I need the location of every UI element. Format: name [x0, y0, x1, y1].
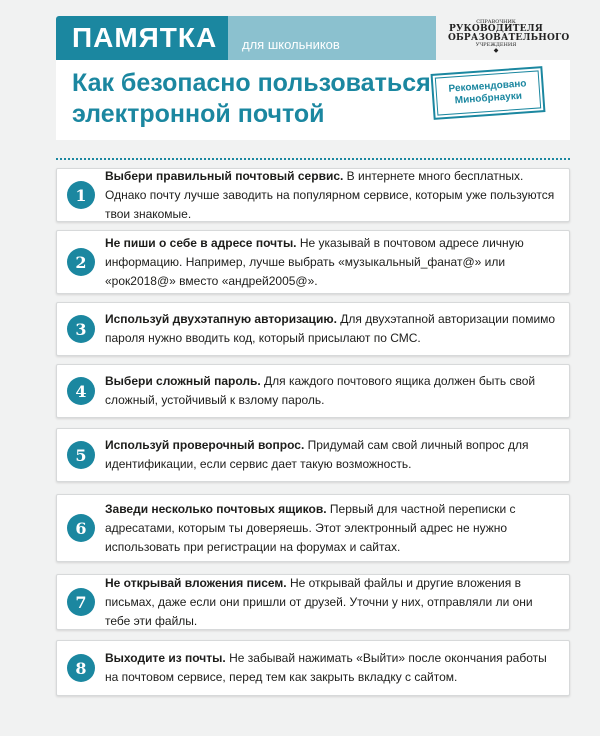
header-bar: [56, 16, 436, 60]
tip-card: [56, 168, 570, 222]
tip-number-badge: 7: [67, 588, 95, 616]
tip-body: Для каждого почтового ящика должен быть свой сложный, устойчивый к взлому пароль.: [105, 374, 536, 407]
tip-body: Первый для частной переписки с адресатами, которым ты доверяешь. Этот электронный адрес не нужно использовать при регистрации на форумах и сайтах.: [105, 501, 516, 554]
publisher-line-3: ОБРАЗОВАТЕЛЬНОГО: [448, 33, 570, 43]
tip-text: [105, 372, 557, 410]
publisher-line-4: УЧРЕЖДЕНИЯ: [475, 42, 517, 48]
tip-title: Выходите из почты.: [105, 651, 226, 665]
recommendation-stamp: [431, 66, 546, 120]
tip-number-badge: 8: [67, 654, 95, 682]
publisher-line-1: СПРАВОЧНИК: [476, 19, 516, 25]
memo-label: ПАМЯТКА: [56, 16, 228, 60]
tip-body: Для двухэтапной авторизации помимо пароля нужно вводить код, который присылают по СМС.: [105, 312, 556, 345]
tip-title: Используй двухэтапную авторизацию.: [105, 312, 337, 326]
tip-card: [56, 574, 570, 630]
tip-body: В интернете много бесплатных. Однако почту лучше заводить на популярном сервисе, которым уже пользуются твои знакомые.: [105, 168, 555, 221]
tip-card: [56, 494, 570, 562]
tip-number-badge: 2: [67, 248, 95, 276]
page-title-line-1: Как безопасно пользоваться: [72, 69, 431, 97]
tip-text: [105, 167, 557, 224]
audience-label: для школьников: [228, 16, 436, 60]
tip-number-badge: 1: [67, 181, 95, 209]
tip-body: Не открывай файлы и другие вложения в письмах, даже если они пришли от друзей. Уточни у них, отправляли ли они тебе эти файлы.: [105, 575, 533, 628]
tip-number-badge: 5: [67, 441, 95, 469]
tip-title: Заведи несколько почтовых ящиков.: [105, 501, 327, 516]
page-title-line-2: электронной почтой: [72, 100, 325, 128]
tip-number-badge: 6: [67, 514, 95, 542]
publisher-line-2: РУКОВОДИТЕЛЯ: [449, 24, 543, 34]
publisher-dot-icon: ◆: [493, 47, 499, 54]
tip-card: [56, 302, 570, 356]
tip-title: Выбери сложный пароль.: [105, 374, 261, 388]
tip-card: [56, 640, 570, 696]
tip-title: Не открывай вложения писем.: [105, 575, 287, 590]
tip-text: [105, 649, 557, 687]
tip-text: [105, 234, 557, 291]
tip-title: Не пиши о себе в адресе почты.: [105, 235, 297, 250]
tip-text: [105, 500, 557, 557]
tip-body: Не указывай в почтовом адресе личную информацию. Например, лучше выбрать «музыкальный_фанат@» или «рок2018@» вместо «андрей2005@».: [105, 235, 524, 288]
tip-title: Выбери правильный почтовый сервис.: [105, 168, 344, 183]
tip-body: Придумай сам свой личный вопрос для идентификации, если сервис дает такую возможность.: [105, 438, 529, 471]
tip-text: [105, 310, 557, 348]
tip-title: Используй проверочный вопрос.: [105, 438, 305, 452]
stamp-inner: [435, 70, 541, 115]
stamp-line-1: Рекомендовано: [448, 78, 527, 95]
tip-number-badge: 3: [67, 315, 95, 343]
tip-card: [56, 364, 570, 418]
publisher-logo: [448, 19, 570, 54]
stamp-line-2: Минобрнауки: [454, 90, 523, 107]
tip-body: Не забывай нажимать «Выйти» после окончания работы на почтовом сервисе, перед тем как закрыть вкладку с сайтом.: [105, 651, 547, 684]
tip-card: [56, 428, 570, 482]
tip-text: [105, 436, 557, 474]
dotted-divider: [56, 158, 570, 160]
tip-card: [56, 230, 570, 294]
tip-number-badge: 4: [67, 377, 95, 405]
tip-text: [105, 574, 557, 631]
